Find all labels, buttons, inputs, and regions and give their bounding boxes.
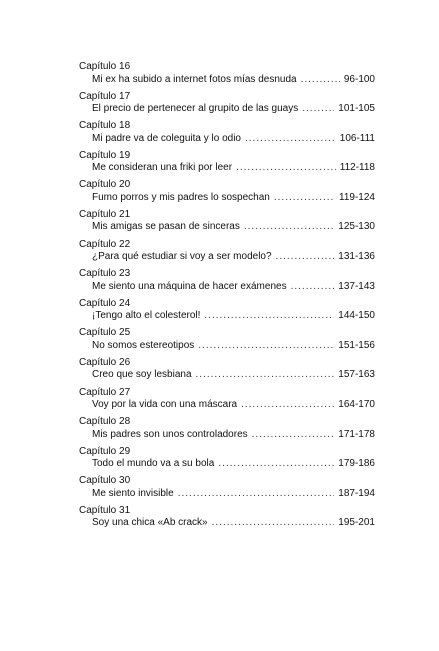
chapter-title: ¿Para qué estudiar si voy a ser modelo? <box>92 251 272 263</box>
page-range: 164-170 <box>338 399 375 411</box>
toc-line <box>79 310 375 323</box>
chapter-title: Creo que soy lesbiana <box>92 369 192 381</box>
chapter-title: Mis amigas se pasan de sinceras <box>92 221 240 233</box>
dot-leader <box>291 281 335 294</box>
toc-line <box>79 74 375 87</box>
toc-line <box>79 399 375 412</box>
dot-leader <box>204 310 334 323</box>
toc-line <box>79 458 375 471</box>
page-range: 179-186 <box>338 458 375 470</box>
toc-entry <box>79 179 375 209</box>
chapter-number: Capítulo 27 <box>79 386 131 398</box>
toc-line <box>79 162 375 175</box>
chapter-title: Mis padres son unos controladores <box>92 428 248 440</box>
chapter-title: Mi padre va de coleguita y lo odio <box>92 132 241 144</box>
dot-leader <box>196 369 335 382</box>
chapter-title: El precio de pertenecer al grupito de las guays <box>92 103 299 115</box>
dot-leader <box>212 517 335 530</box>
toc-entry <box>79 61 375 91</box>
toc-line <box>79 488 375 501</box>
chapter-title: Todo el mundo va a su bola <box>92 458 215 470</box>
page-range: 96-100 <box>343 73 375 85</box>
chapter-title: Soy una chica «Ab crack» <box>92 517 208 529</box>
dot-leader <box>301 74 340 87</box>
dot-leader <box>218 458 334 471</box>
toc-entry <box>79 91 375 121</box>
toc-entry <box>79 387 375 417</box>
chapter-number: Capítulo 30 <box>79 475 131 487</box>
chapter-title: No somos estereotipos <box>92 339 195 351</box>
chapter-number: Capítulo 22 <box>79 238 131 250</box>
chapter-number: Capítulo 25 <box>79 327 131 339</box>
page-range: 112-118 <box>339 162 375 174</box>
chapter-number: Capítulo 29 <box>79 445 131 457</box>
toc-entry <box>79 298 375 328</box>
toc-line <box>79 251 375 264</box>
page-range: 131-136 <box>338 251 375 263</box>
chapter-number: Capítulo 31 <box>79 504 131 516</box>
toc-line <box>79 133 375 146</box>
page-range: 101-105 <box>338 103 375 115</box>
chapter-title: Voy por la vida con una máscara <box>92 399 238 411</box>
dot-leader <box>198 340 334 353</box>
toc-line <box>79 369 375 382</box>
toc-entry <box>79 416 375 446</box>
toc-line <box>79 103 375 116</box>
page-range: 187-194 <box>338 487 375 499</box>
toc-line <box>79 221 375 234</box>
dot-leader <box>302 103 334 116</box>
chapter-number: Capítulo 26 <box>79 356 131 368</box>
chapter-title: Fumo porros y mis padres lo sospechan <box>92 191 270 203</box>
dot-leader <box>178 488 335 501</box>
toc-entry <box>79 209 375 239</box>
page-range: 106-111 <box>339 132 375 144</box>
chapter-number: Capítulo 21 <box>79 208 131 220</box>
toc-entry <box>79 357 375 387</box>
page-range: 137-143 <box>338 280 375 292</box>
page-range: 157-163 <box>338 369 375 381</box>
chapter-number: Capítulo 20 <box>79 179 131 191</box>
toc-entry <box>79 268 375 298</box>
dot-leader <box>245 133 336 146</box>
table-of-contents <box>79 61 375 535</box>
dot-leader <box>274 192 335 205</box>
dot-leader <box>276 251 335 264</box>
toc-line <box>79 340 375 353</box>
chapter-title: Me consideran una friki por leer <box>92 162 233 174</box>
chapter-number: Capítulo 23 <box>79 268 131 280</box>
chapter-number: Capítulo 18 <box>79 120 131 132</box>
toc-line <box>79 517 375 530</box>
page-range: 144-150 <box>338 310 375 322</box>
toc-entry <box>79 327 375 357</box>
dot-leader <box>252 429 335 442</box>
dot-leader <box>241 399 334 412</box>
dot-leader <box>236 162 336 175</box>
toc-line <box>79 429 375 442</box>
chapter-title: ¡Tengo alto el colesterol! <box>92 310 201 322</box>
page-range: 125-130 <box>338 221 375 233</box>
chapter-title: Me siento una máquina de hacer exámenes <box>92 280 287 292</box>
chapter-title: Mi ex ha subido a internet fotos mías desnuda <box>92 73 297 85</box>
toc-entry <box>79 505 375 535</box>
page-range: 119-124 <box>339 191 375 203</box>
page-range: 171-178 <box>338 428 375 440</box>
chapter-number: Capítulo 28 <box>79 416 131 428</box>
page-range: 151-156 <box>338 339 375 351</box>
chapter-number: Capítulo 19 <box>79 149 131 161</box>
toc-entry <box>79 475 375 505</box>
toc-entry <box>79 150 375 180</box>
toc-entry <box>79 446 375 476</box>
toc-line <box>79 281 375 294</box>
toc-entry <box>79 239 375 269</box>
page-range: 195-201 <box>338 517 375 529</box>
chapter-number: Capítulo 24 <box>79 297 131 309</box>
chapter-number: Capítulo 16 <box>79 61 131 72</box>
toc-line <box>79 192 375 205</box>
dot-leader <box>244 221 334 234</box>
chapter-number: Capítulo 17 <box>79 90 131 102</box>
chapter-title: Me siento invisible <box>92 487 174 499</box>
toc-entry <box>79 120 375 150</box>
